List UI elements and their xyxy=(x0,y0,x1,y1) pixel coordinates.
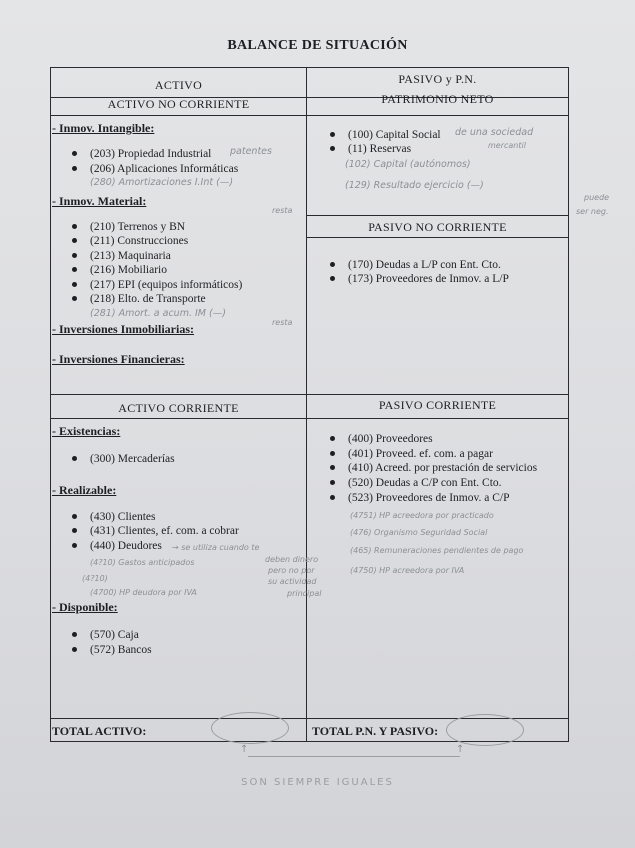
pasivo-pn-header: PASIVO y P.N. xyxy=(398,72,477,86)
current-header-divider xyxy=(50,418,569,419)
handwritten-note: (4750) HP acreedora por IVA xyxy=(350,566,465,575)
list-item: (217) EPI (equipos informáticos) xyxy=(72,279,242,291)
list-item: (210) Terrenos y BN xyxy=(72,221,185,233)
handwritten-note: puede xyxy=(584,193,610,202)
list-item: (440) Deudores xyxy=(72,540,162,552)
hand-drawn-circle xyxy=(211,712,289,744)
list-item: (300) Mercaderías xyxy=(72,453,175,465)
activo-no-corriente-header: ACTIVO NO CORRIENTE xyxy=(107,97,250,111)
activo-corriente-header: ACTIVO CORRIENTE xyxy=(118,401,239,415)
list-item: (410) Acreed. por prestación de servicios xyxy=(330,462,537,474)
handwritten-note: resta xyxy=(272,206,293,215)
handwritten-note: ser neg. xyxy=(576,207,609,216)
list-item: (523) Proveedores de Inmov. a C/P xyxy=(330,492,510,504)
hand-drawn-circle xyxy=(446,714,524,746)
handwritten-note: (129) Resultado ejercicio (—) xyxy=(345,180,484,191)
list-item: (572) Bancos xyxy=(72,644,152,656)
handwritten-note: → se utiliza cuando te xyxy=(172,543,260,552)
pasivo-no-corriente-header: PASIVO NO CORRIENTE xyxy=(368,220,507,234)
handwritten-note: (465) Remuneraciones pendientes de pago xyxy=(350,546,524,555)
page-title: BALANCE DE SITUACIÓN xyxy=(227,38,408,53)
handwritten-note: (281) Amort. a acum. IM (—) xyxy=(90,308,226,319)
list-item: (401) Proveed. ef. com. a pagar xyxy=(330,448,493,460)
double-arrow-line xyxy=(248,756,460,757)
arrow-right-icon: ↑ xyxy=(456,744,465,755)
list-item: (430) Clientes xyxy=(72,511,155,523)
list-item: (173) Proveedores de Inmov. a L/P xyxy=(330,273,509,285)
handwritten-note: (4700) HP deudora por IVA xyxy=(90,588,197,597)
list-item: (211) Construcciones xyxy=(72,235,188,247)
handwritten-note: (4751) HP acreedora por practicado xyxy=(350,511,494,520)
pasivo-corriente-header: PASIVO CORRIENTE xyxy=(378,398,497,412)
handwritten-note: principal xyxy=(287,589,322,598)
handwritten-footer-note: SON SIEMPRE IGUALES xyxy=(241,777,394,788)
arrow-left-icon: ↑ xyxy=(240,744,249,755)
patrimonio-neto-header: PATRIMONIO NETO xyxy=(381,92,494,106)
list-item: (213) Maquinaria xyxy=(72,250,171,262)
inversiones-financieras-label: - Inversiones Financieras: xyxy=(52,352,185,366)
pn-divider xyxy=(307,215,569,216)
inmov-intangible-label: - Inmov. Intangible: xyxy=(52,121,155,135)
total-activo-label: TOTAL ACTIVO: xyxy=(52,724,147,738)
handwritten-note: (4?10) xyxy=(82,574,108,583)
handwritten-note: (476) Organismo Seguridad Social xyxy=(350,528,488,537)
existencias-label: - Existencias: xyxy=(52,424,121,438)
list-item: (431) Clientes, ef. com. a cobrar xyxy=(72,525,239,537)
list-item: (216) Mobiliario xyxy=(72,264,167,276)
handwritten-note: deben dinero xyxy=(265,555,319,564)
handwritten-note: de una sociedad xyxy=(455,127,534,138)
handwritten-note: (280) Amortizaciones I.Int (—) xyxy=(90,177,234,188)
current-section-divider xyxy=(50,394,569,395)
handwritten-note: resta xyxy=(272,318,293,327)
handwritten-note: su actividad xyxy=(268,577,317,586)
activo-header: ACTIVO xyxy=(154,78,203,92)
subheader-divider xyxy=(50,115,569,116)
handwritten-note: (4?10) Gastos anticipados xyxy=(90,558,195,567)
handwritten-note: (102) Capital (autónomos) xyxy=(345,159,471,170)
list-item: (400) Proveedores xyxy=(330,433,433,445)
list-item: (520) Deudas a C/P con Ent. Cto. xyxy=(330,477,502,489)
inmov-material-label: - Inmov. Material: xyxy=(52,194,147,208)
disponible-label: - Disponible: xyxy=(52,600,118,614)
list-item: (218) Elto. de Transporte xyxy=(72,293,206,305)
handwritten-note: patentes xyxy=(230,146,272,157)
list-item: (206) Aplicaciones Informáticas xyxy=(72,163,238,175)
inversiones-inmobiliarias-label: - Inversiones Inmobiliarias: xyxy=(52,322,195,336)
list-item: (203) Propiedad Industrial xyxy=(72,148,211,160)
total-pn-pasivo-label: TOTAL P.N. Y PASIVO: xyxy=(312,724,439,738)
handwritten-note: pero no por xyxy=(268,566,315,575)
list-item: (100) Capital Social xyxy=(330,129,441,141)
list-item: (170) Deudas a L/P con Ent. Cto. xyxy=(330,259,501,271)
pnc-header-divider xyxy=(307,237,569,238)
list-item: (570) Caja xyxy=(72,629,139,641)
realizable-label: - Realizable: xyxy=(52,483,117,497)
handwritten-note: mercantil xyxy=(488,141,526,150)
list-item: (11) Reservas xyxy=(330,143,411,155)
